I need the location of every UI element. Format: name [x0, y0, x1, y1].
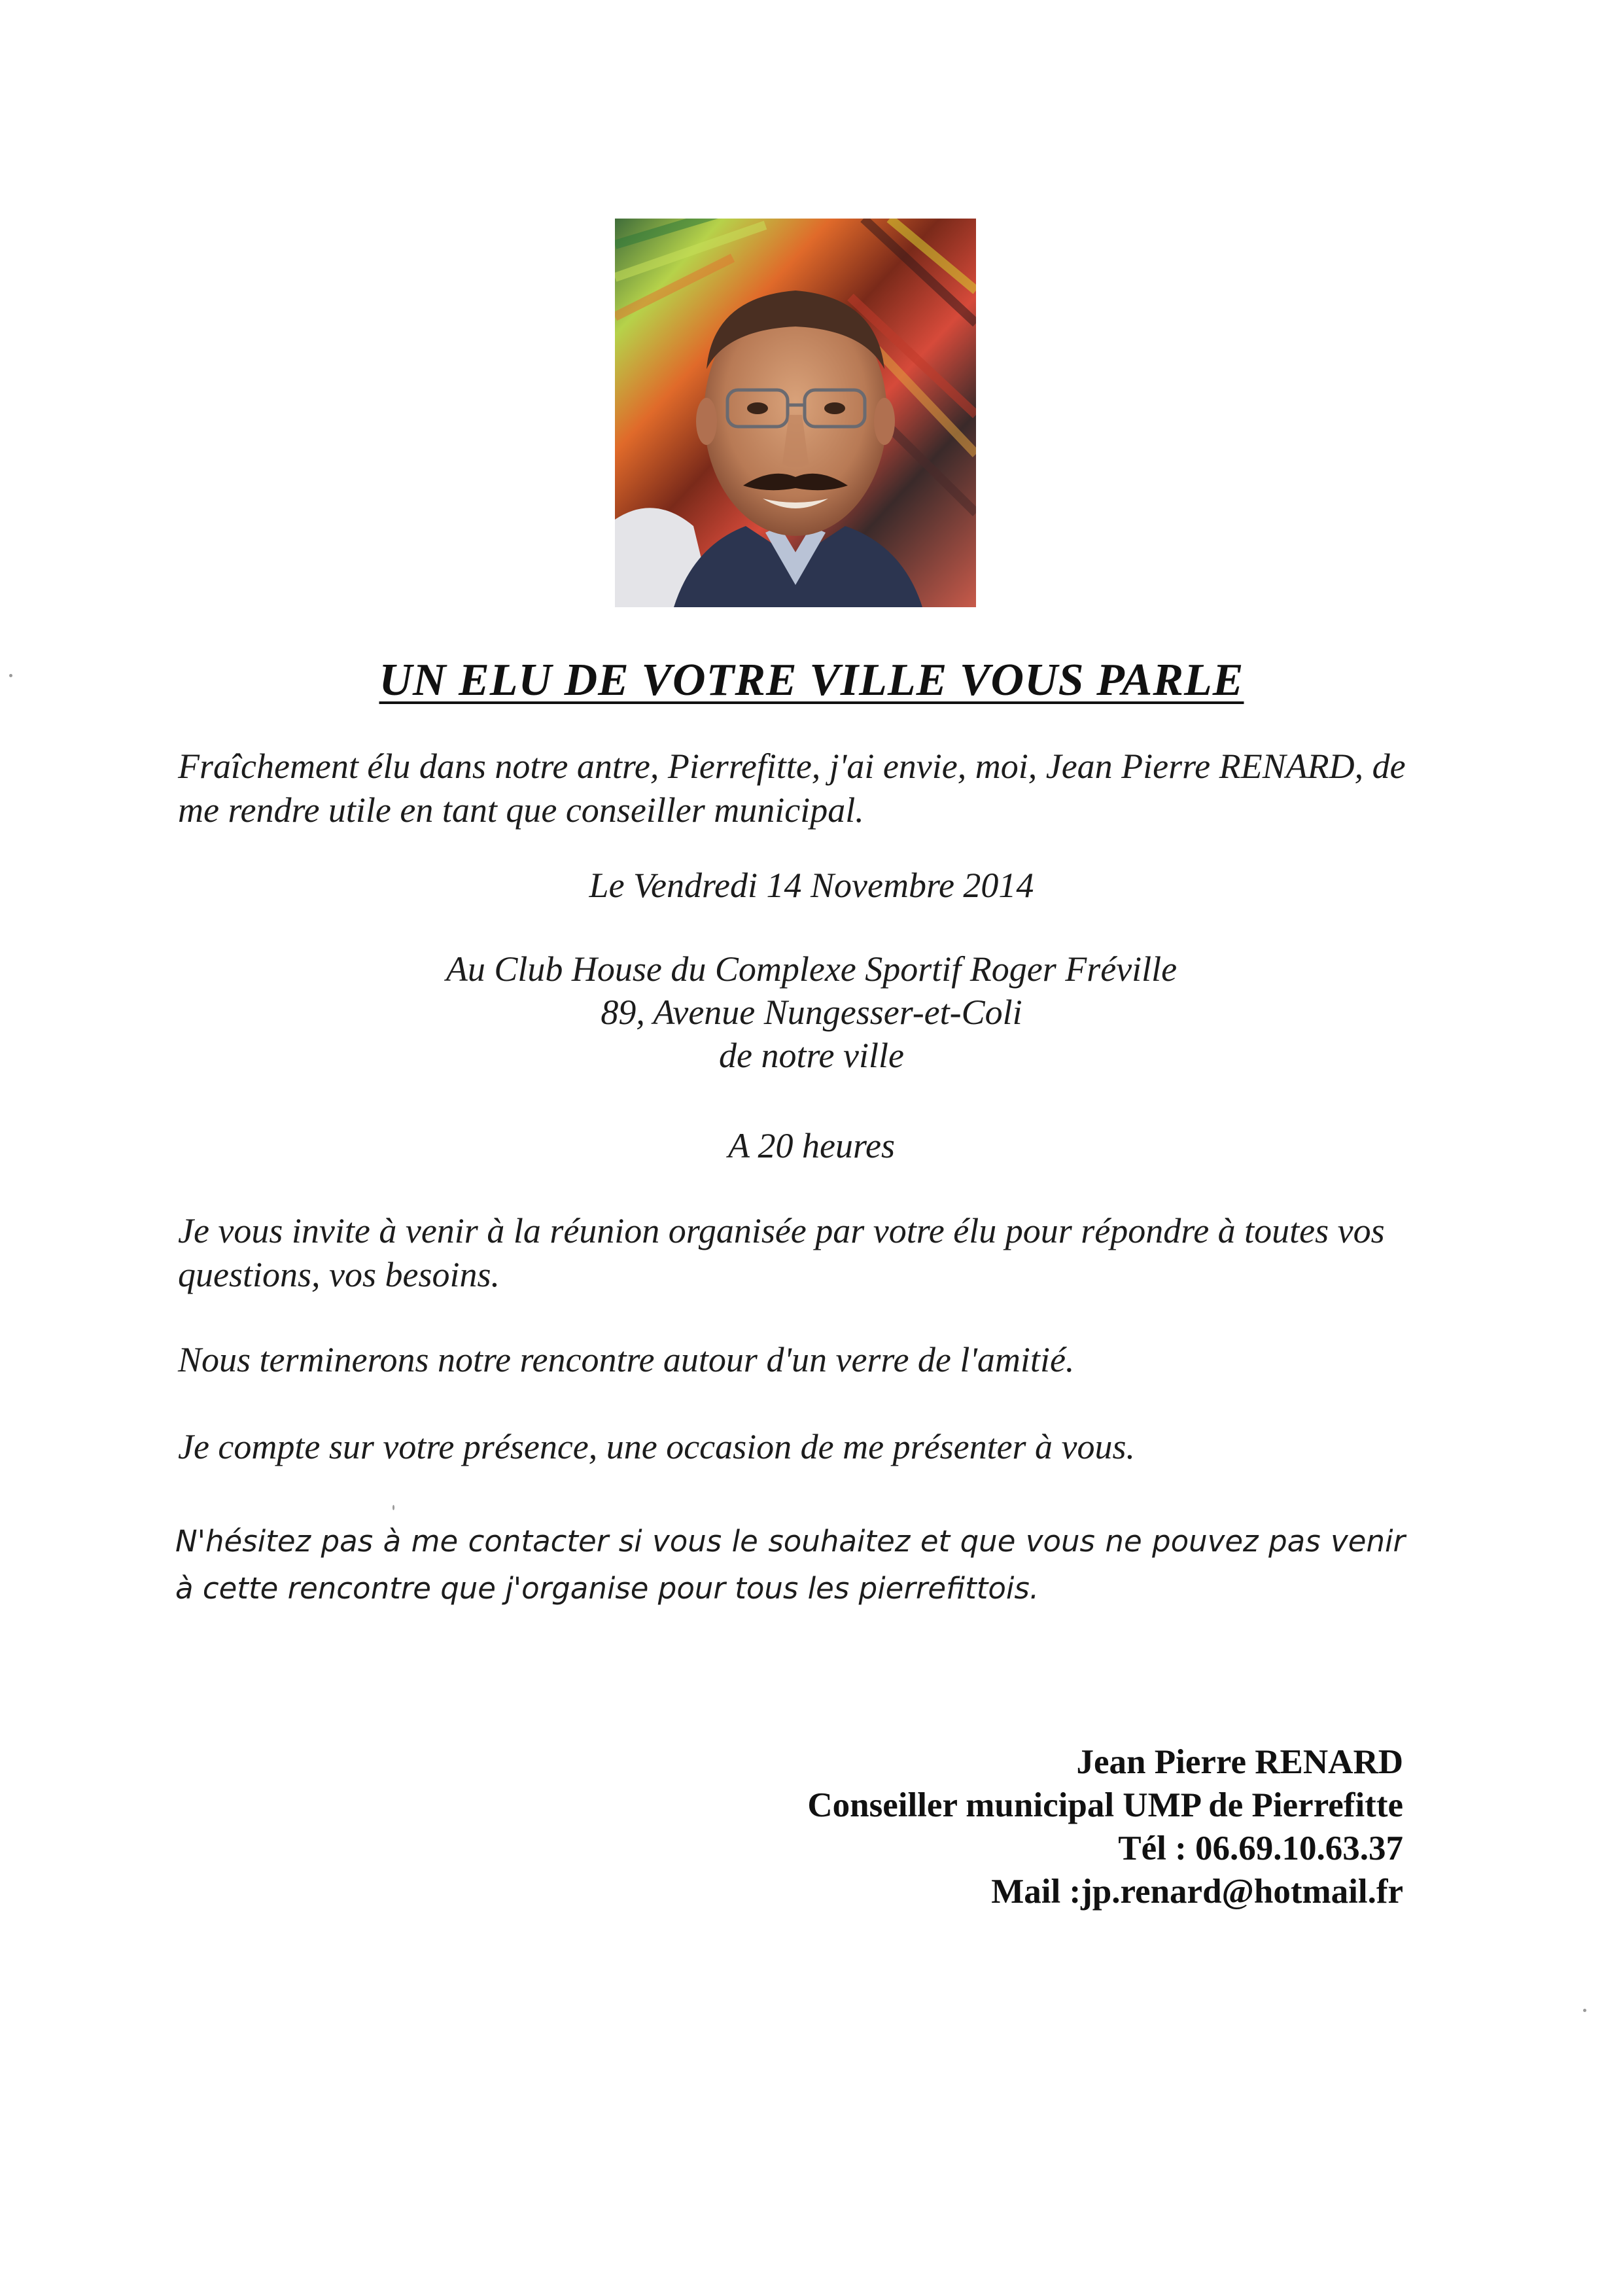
signature-role: Conseiller municipal UMP de Pierrefitte [807, 1786, 1403, 1824]
event-time: A 20 heures [728, 1126, 895, 1165]
scan-speck [393, 1505, 394, 1510]
page-title: UN ELU DE VOTRE VILLE VOUS PARLE [379, 655, 1244, 705]
portrait-photo [615, 219, 976, 607]
venue-line-name: Au Club House du Complexe Sportif Roger Fréville [445, 949, 1178, 989]
signature-phone: Tél : 06.69.10.63.37 [1118, 1829, 1403, 1867]
signature-block [487, 1740, 1403, 1913]
venue-line-address: 89, Avenue Nungesser-et-Coli [601, 993, 1022, 1032]
scan-speck [9, 674, 12, 677]
contact-paragraph: N'hésitez pas à me contacter si vous le souhaitez et que vous ne pouvez pas venir à cette rencontre que j'organise pour tous les pierrefittois. [175, 1524, 1405, 1606]
portrait-image [615, 219, 976, 607]
venue-line-city: de notre ville [719, 1036, 904, 1075]
drink-paragraph: Nous terminerons notre rencontre autour d'un verre de l'amitié. [178, 1340, 1075, 1379]
presence-paragraph: Je compte sur votre présence, une occasion de me présenter à vous. [178, 1427, 1136, 1466]
event-venue [0, 947, 1623, 1077]
scan-speck [1583, 2009, 1586, 2012]
event-date: Le Vendredi 14 Novembre 2014 [589, 866, 1034, 905]
signature-name: Jean Pierre RENARD [1076, 1743, 1403, 1781]
invite-paragraph: Je vous invite à venir à la réunion organisée par votre élu pour répondre à toutes vos questions, vos besoins. [178, 1211, 1385, 1294]
intro-paragraph: Fraîchement élu dans notre antre, Pierrefitte, j'ai envie, moi, Jean Pierre RENARD, de me rendre utile en tant que conseiller municipal. [178, 747, 1406, 830]
signature-mail: Mail :jp.renard@hotmail.fr [991, 1873, 1403, 1911]
